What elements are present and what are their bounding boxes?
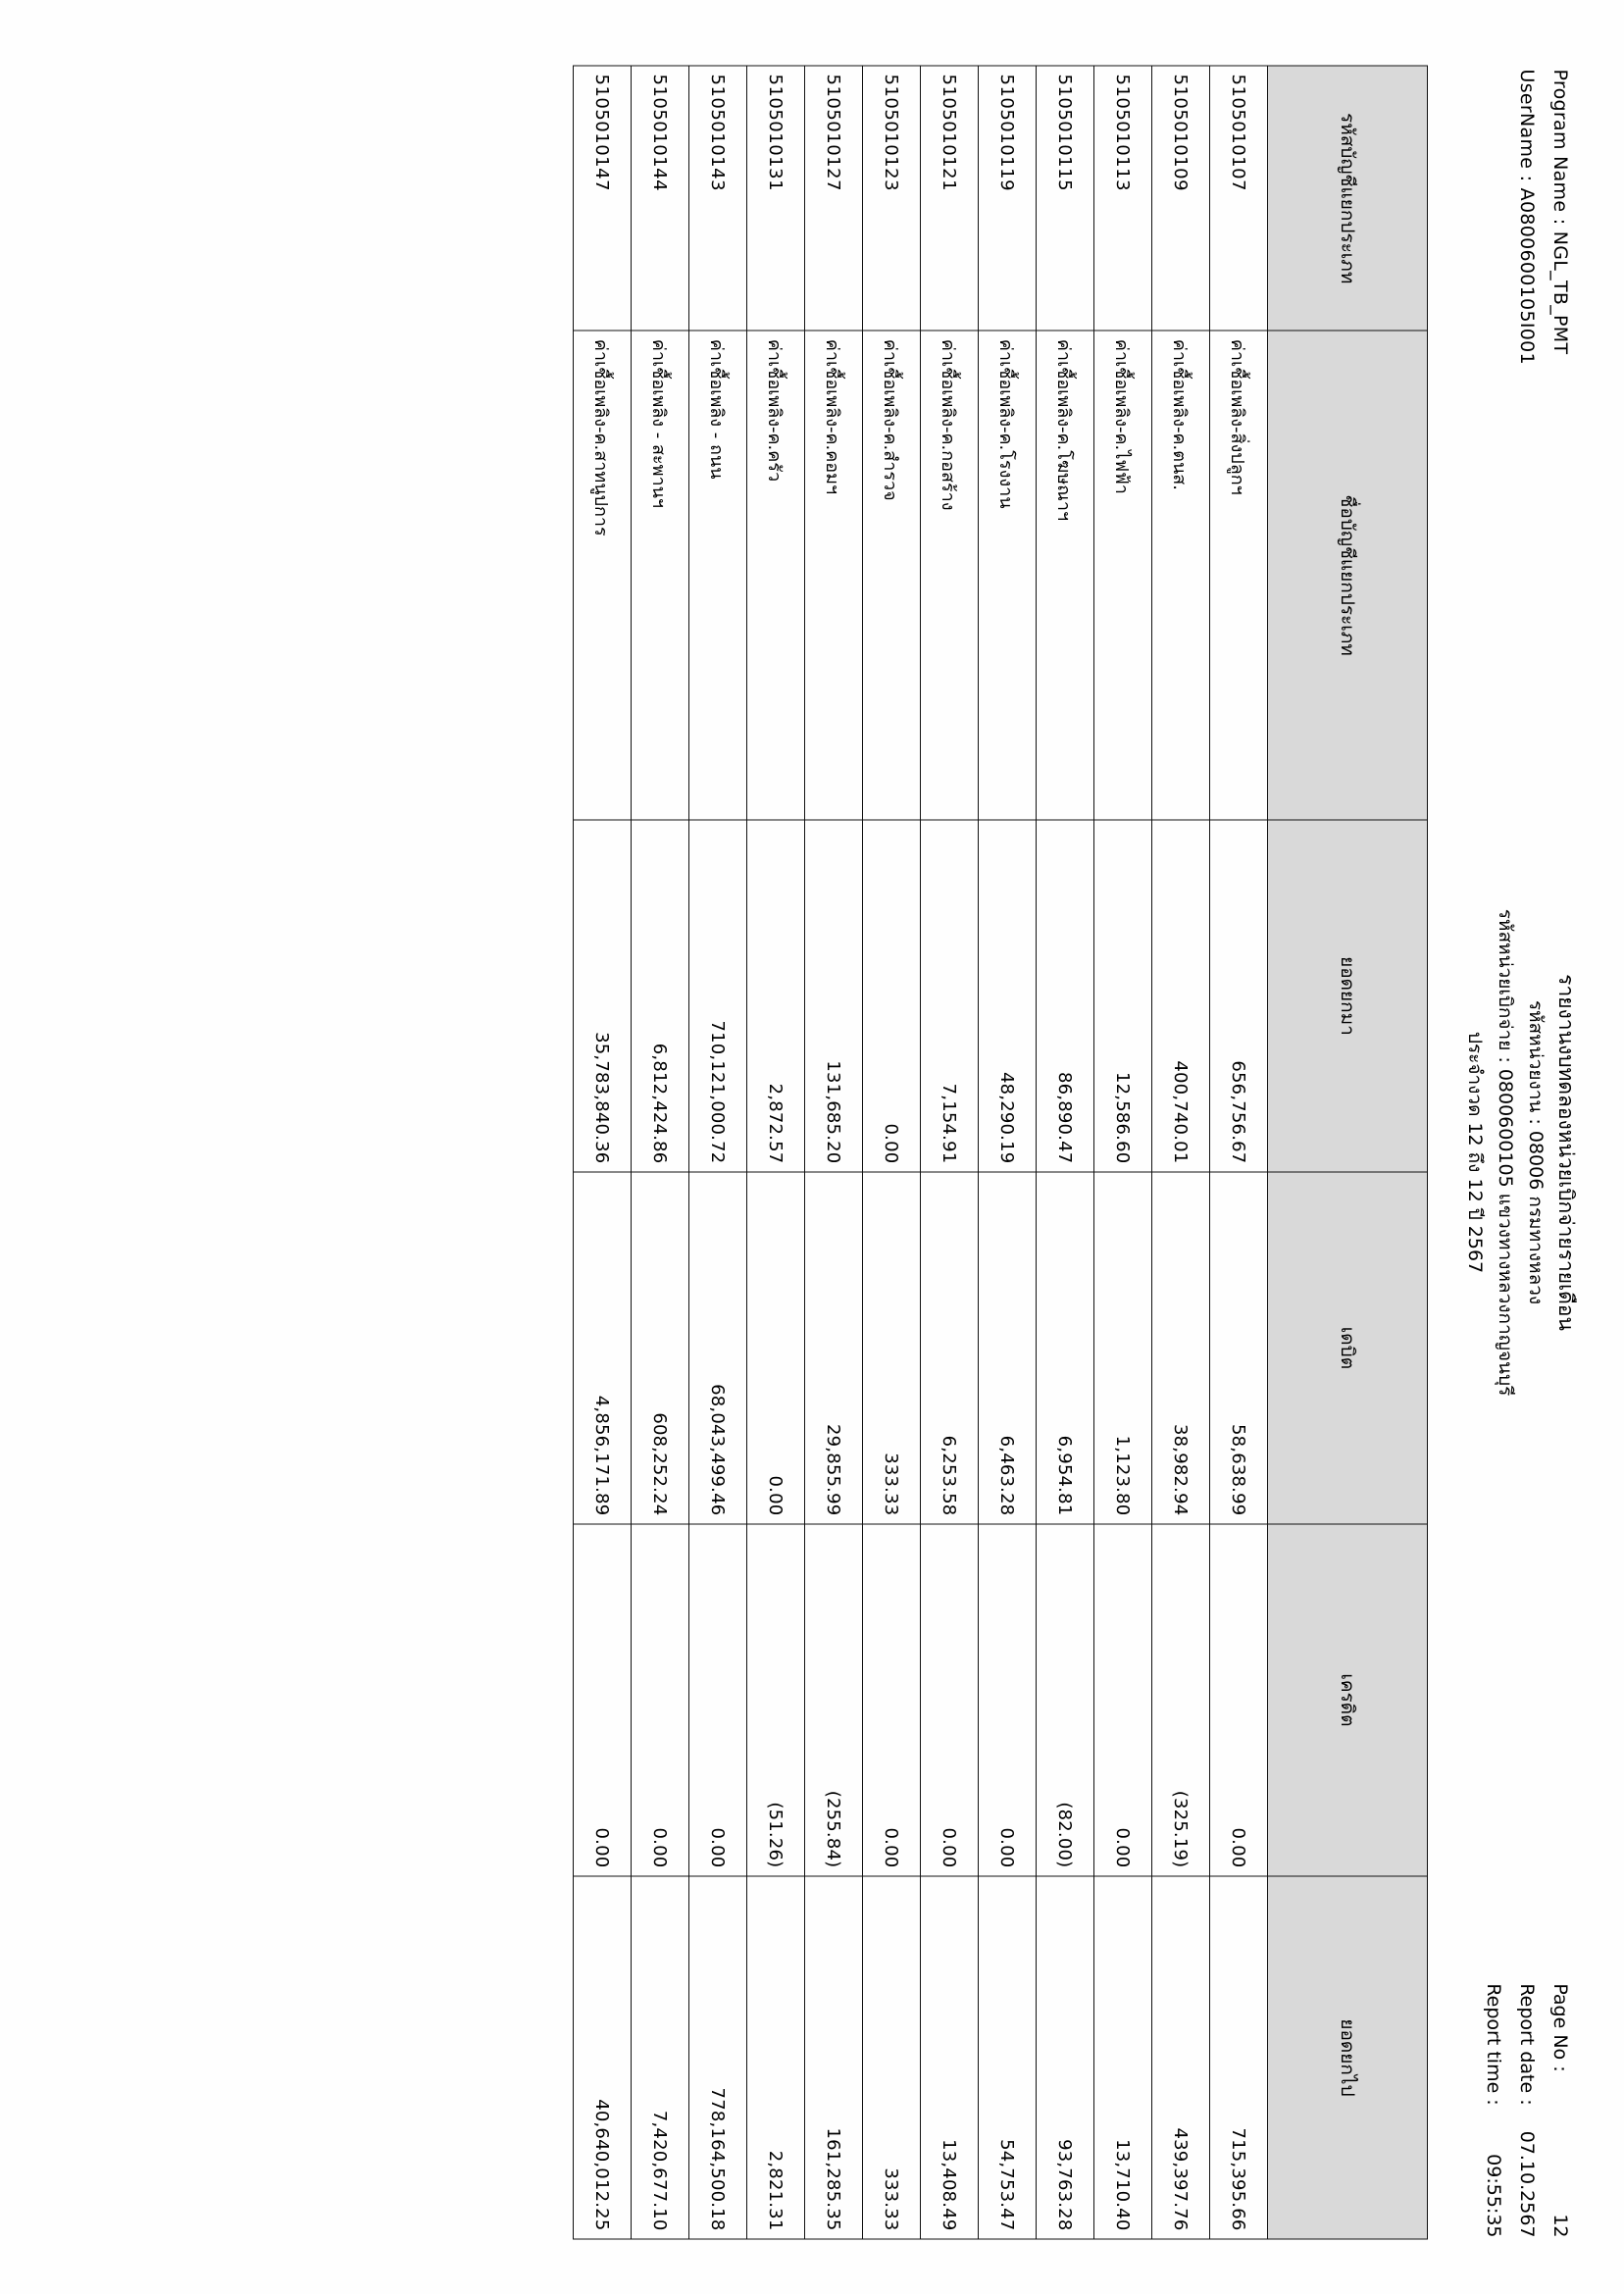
cell-credit: 0.00: [863, 1523, 921, 1875]
disbursement-unit-line: รหัสหน่วยเบิกจ่าย : 0800600105 แขวงทางหลวงกาญจนบุรี: [1495, 908, 1516, 1396]
cell-account-name: ค่าเชื้อเพลิง-ค.สำรวจ: [863, 331, 921, 820]
cell-brought-forward: 710,121,000.72: [689, 819, 747, 1171]
cell-account-code: 5105010123: [863, 66, 921, 331]
cell-account-code: 5105010107: [1210, 66, 1268, 331]
trial-balance-table: [573, 65, 1428, 2239]
cell-debit: 6,463.28: [979, 1171, 1037, 1523]
agency-code-line: รหัสหน่วยงาน : 08006 กรมทางหลวง: [1525, 999, 1547, 1304]
cell-debit: 1,123.80: [1094, 1171, 1152, 1523]
cell-brought-forward: 656,756.67: [1210, 819, 1268, 1171]
table-row: [1037, 66, 1094, 2239]
column-header-debit: เดบิต: [1268, 1171, 1428, 1523]
cell-credit: 0.00: [1210, 1523, 1268, 1875]
cell-brought-forward: 400,740.01: [1152, 819, 1210, 1171]
cell-account-name: ค่าเชื้อเพลิง - ถนน: [689, 331, 747, 820]
cell-account-name: ค่าเชื้อเพลิง-สิ่งปลูกฯ: [1210, 331, 1268, 820]
cell-account-code: 5105010144: [632, 66, 689, 331]
report-time-value: 09:55:35: [1483, 2153, 1504, 2237]
cell-brought-forward: 131,685.20: [805, 819, 863, 1171]
table-row: [805, 66, 863, 2239]
cell-debit: 6,954.81: [1037, 1171, 1094, 1523]
report-header: [1434, 65, 1581, 2239]
cell-brought-forward: 6,812,424.86: [632, 819, 689, 1171]
cell-account-code: 5105010113: [1094, 66, 1152, 331]
column-header-brought-forward: ยอดยกมา: [1268, 819, 1428, 1171]
cell-account-code: 5105010127: [805, 66, 863, 331]
column-header-account-name: ชื่อบัญชีแยกประเภท: [1268, 331, 1428, 820]
cell-credit: (51.26): [747, 1523, 805, 1875]
cell-carried-forward: 93,763.28: [1037, 1875, 1094, 2238]
cell-carried-forward: 40,640,012.25: [574, 1875, 632, 2238]
cell-brought-forward: 12,586.60: [1094, 819, 1152, 1171]
cell-account-name: ค่าเชื้อเพลิง-ค.ตนส.: [1152, 331, 1210, 820]
cell-carried-forward: 2,821.31: [747, 1875, 805, 2238]
report-date-label: Report date :: [1516, 1982, 1538, 2106]
table-header-row: [1268, 66, 1428, 2239]
cell-credit: (82.00): [1037, 1523, 1094, 1875]
cell-account-name: ค่าเชื้อเพลิง-ค.สาทนูปการ: [574, 331, 632, 820]
page-value: 12: [1549, 2213, 1571, 2237]
table-row: [1210, 66, 1268, 2239]
table-row: [574, 66, 632, 2239]
cell-carried-forward: 333.33: [863, 1875, 921, 2238]
cell-debit: 6,253.58: [921, 1171, 979, 1523]
cell-account-name: ค่าเชื้อเพลิง-ค.คอมฯ: [805, 331, 863, 820]
column-header-account-code: รหัสบัญชีแยกประเภท: [1268, 66, 1428, 331]
cell-account-code: 5105010115: [1037, 66, 1094, 331]
cell-credit: 0.00: [1094, 1523, 1152, 1875]
cell-debit: 4,856,171.89: [574, 1171, 632, 1523]
cell-account-name: ค่าเชื้อเพลิง-ค.โรงงาน: [979, 331, 1037, 820]
cell-account-code: 5105010147: [574, 66, 632, 331]
cell-account-code: 5105010119: [979, 66, 1037, 331]
cell-brought-forward: 0.00: [863, 819, 921, 1171]
program-label: Program Name :: [1549, 69, 1571, 225]
cell-credit: 0.00: [921, 1523, 979, 1875]
cell-account-code: 5105010131: [747, 66, 805, 331]
cell-account-name: ค่าเชื้อเพลิง-ค.ครัว: [747, 331, 805, 820]
table-row: [689, 66, 747, 2239]
report-title: รายงานงบทดลองหน่วยเบิกจ่ายรายเดือน: [1554, 973, 1578, 1331]
cell-carried-forward: 715,395.66: [1210, 1875, 1268, 2238]
cell-carried-forward: 13,408.49: [921, 1875, 979, 2238]
cell-debit: 0.00: [747, 1171, 805, 1523]
cell-brought-forward: 2,872.57: [747, 819, 805, 1171]
cell-debit: 68,043,499.46: [689, 1171, 747, 1523]
cell-brought-forward: 35,783,840.36: [574, 819, 632, 1171]
cell-carried-forward: 778,164,500.18: [689, 1875, 747, 2238]
cell-brought-forward: 86,890.47: [1037, 819, 1094, 1171]
table-row: [1094, 66, 1152, 2239]
cell-credit: 0.00: [632, 1523, 689, 1875]
cell-account-name: ค่าเชื้อเพลิง-ค.โฆษณาฯ: [1037, 331, 1094, 820]
header-center-block: [1459, 65, 1581, 2239]
cell-brought-forward: 7,154.91: [921, 819, 979, 1171]
cell-carried-forward: 54,753.47: [979, 1875, 1037, 2238]
column-header-carried-forward: ยอดยกไป: [1268, 1875, 1428, 2238]
cell-brought-forward: 48,290.19: [979, 819, 1037, 1171]
table-row: [747, 66, 805, 2239]
cell-account-name: ค่าเชื้อเพลิง - สะพานฯ: [632, 331, 689, 820]
cell-debit: 58,638.99: [1210, 1171, 1268, 1523]
column-header-credit: เครดิต: [1268, 1523, 1428, 1875]
cell-account-name: ค่าเชื้อเพลิง-ค.ไฟฟ้า: [1094, 331, 1152, 820]
cell-carried-forward: 161,285.35: [805, 1875, 863, 2238]
cell-account-code: 5105010121: [921, 66, 979, 331]
cell-debit: 29,855.99: [805, 1171, 863, 1523]
table-row: [632, 66, 689, 2239]
cell-credit: 0.00: [979, 1523, 1037, 1875]
header-right-block: [1477, 1983, 1577, 2237]
cell-credit: (325.19): [1152, 1523, 1210, 1875]
period-line: ประจำงวด 12 ถึง 12 ปี 2567: [1464, 1031, 1486, 1273]
report-date-value: 07.10.2567: [1516, 2130, 1538, 2237]
cell-carried-forward: 13,710.40: [1094, 1875, 1152, 2238]
table-row: [921, 66, 979, 2239]
cell-credit: 0.00: [689, 1523, 747, 1875]
table-body: [574, 66, 1268, 2239]
username-label: UserName :: [1516, 69, 1538, 181]
cell-debit: 38,982.94: [1152, 1171, 1210, 1523]
cell-credit: (255.84): [805, 1523, 863, 1875]
cell-credit: 0.00: [574, 1523, 632, 1875]
cell-debit: 608,252.24: [632, 1171, 689, 1523]
table-row: [863, 66, 921, 2239]
page-label: Page No :: [1549, 1982, 1571, 2072]
cell-account-code: 5105010109: [1152, 66, 1210, 331]
cell-carried-forward: 439,397.76: [1152, 1875, 1210, 2238]
program-value: NGL_TB_PMT: [1549, 230, 1571, 354]
cell-carried-forward: 7,420,677.10: [632, 1875, 689, 2238]
cell-debit: 333.33: [863, 1171, 921, 1523]
cell-account-code: 5105010143: [689, 66, 747, 331]
report-time-label: Report time :: [1483, 1982, 1504, 2106]
table-row: [1152, 66, 1210, 2239]
table-row: [979, 66, 1037, 2239]
cell-account-name: ค่าเชื้อเพลิง-ค.กอสร้าง: [921, 331, 979, 820]
username-value: A0800600105I001: [1516, 187, 1538, 365]
